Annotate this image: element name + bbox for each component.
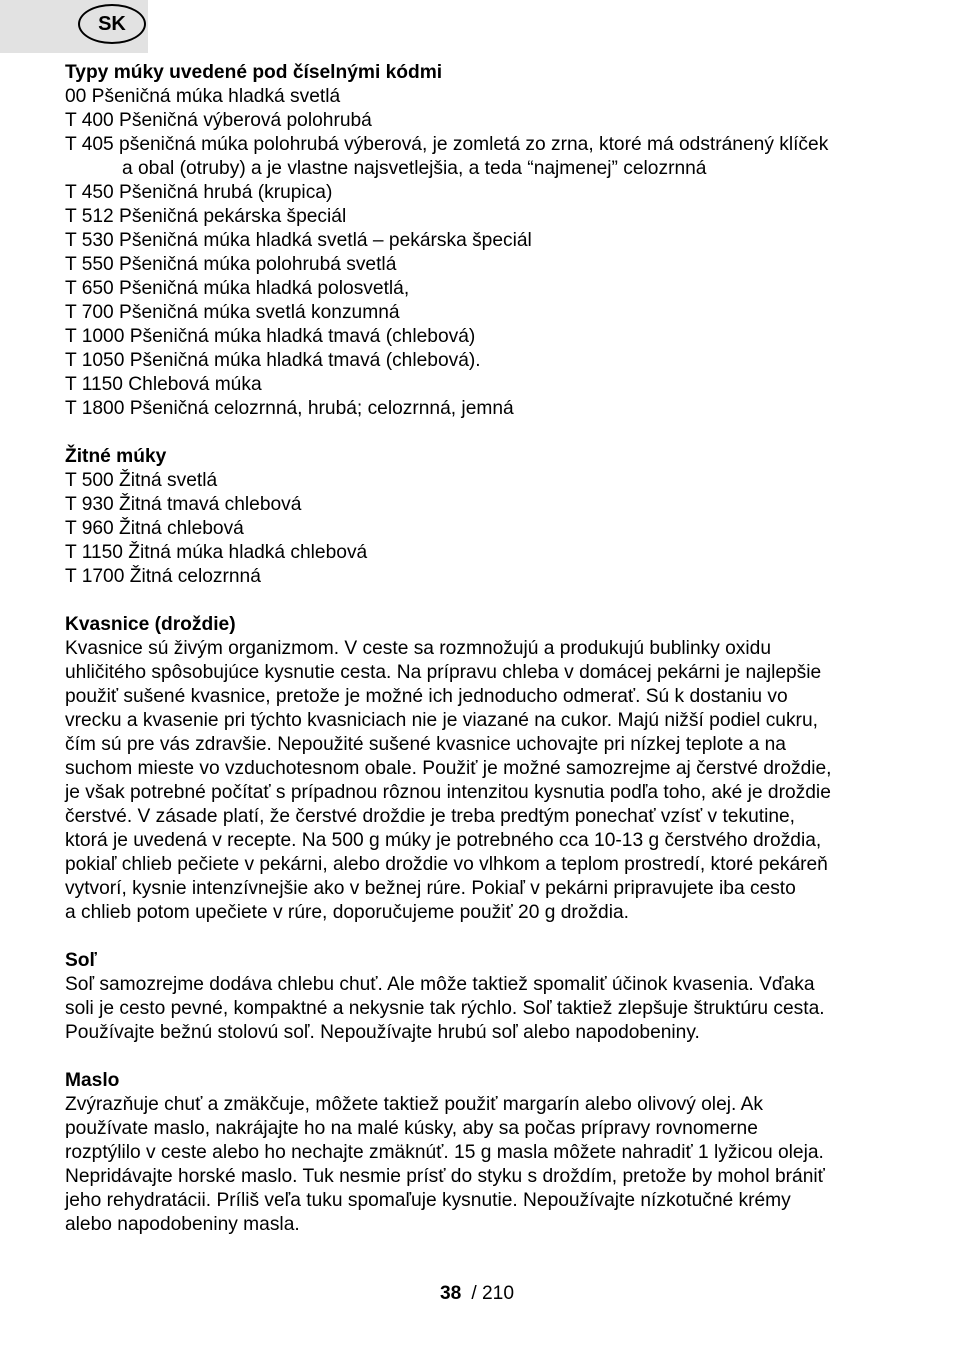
- paragraph-line: vrecku a kvasenie pri týchto kvasniciach nie je viazané na cukor. Majú nižší podiel cukru,: [65, 710, 818, 731]
- paragraph-line: Zvýrazňuje chuť a zmäkčuje, môžete taktiež použiť margarín alebo olivový olej. Ak: [65, 1094, 764, 1115]
- paragraph-line: soli je cesto pevné, kompaktné a nekysnie tak rýchlo. Soľ taktiež zlepšuje štruktúru cesta.: [65, 998, 825, 1019]
- paragraph-line: je však potrebné počítať s prípadnou rôznou intenzitou kysnutia podľa toho, aké je droždie: [65, 782, 831, 803]
- paragraph-line: čím sú pre vás zdravšie. Nepoužité sušené kvasnice uchovajte pri nízkej teplote a na: [65, 734, 786, 755]
- language-tab: [0, 0, 148, 53]
- paragraph-line: Kvasnice sú živým organizmom. V ceste sa rozmnožujú a produkujú bublinky oxidu: [65, 638, 772, 659]
- list-item: T 700 Pšeničná múka svetlá konzumná: [65, 302, 400, 323]
- paragraph-line: Soľ samozrejme dodáva chlebu chuť. Ale môže taktiež spomaliť účinok kvasenia. Vďaka: [65, 974, 815, 995]
- section-rye: [65, 445, 895, 589]
- list-item: T 500 Žitná svetlá: [65, 470, 218, 491]
- paragraph-line: suchom mieste vo vzduchotesnom obale. Použiť je možné samozrejme aj čerstvé droždie,: [65, 758, 832, 779]
- section-butter: [65, 1069, 895, 1237]
- list-item: T 930 Žitná tmavá chlebová: [65, 494, 302, 515]
- section-flour-codes: [65, 61, 895, 421]
- list-item-continuation: a obal (otruby) a je vlastne najsvetlejšia, a teda “najmenej” celozrnná: [122, 158, 707, 179]
- paragraph-line: vytvorí, kysnie intenzívnejšie ako v bežnej rúre. Pokiaľ v pekárni pripravujete iba cesto: [65, 878, 796, 899]
- list-item: T 650 Pšeničná múka hladká polosvetlá,: [65, 278, 410, 299]
- paragraph-line: použiť sušené kvasnice, pretože je možné ich jednoducho odmerať. Sú k dostaniu vo: [65, 686, 788, 707]
- paragraph-line: používate maslo, nakrájajte ho na malé kúsky, aby sa počas prípravy rovnomerne: [65, 1118, 758, 1139]
- section-heading: Soľ: [65, 950, 97, 971]
- section-heading: Žitné múky: [65, 446, 167, 467]
- paragraph-line: pokiaľ chlieb pečiete v pekárni, alebo droždie vo vlhkom a teplom prostredí, ktoré pekáreň: [65, 854, 828, 875]
- list-item: T 405 pšeničná múka polohrubá výberová, je zomletá zo zrna, ktoré má odstránený klíček: [65, 134, 829, 155]
- list-item: T 450 Pšeničná hrubá (krupica): [65, 182, 333, 203]
- list-item: T 400 Pšeničná výberová polohrubá: [65, 110, 372, 131]
- list-item: T 960 Žitná chlebová: [65, 518, 244, 539]
- list-item: T 1150 Chlebová múka: [65, 374, 262, 395]
- page-number: 38: [439, 1283, 462, 1304]
- section-salt: [65, 949, 895, 1045]
- list-item: T 1800 Pšeničná celozrnná, hrubá; celozrnná, jemná: [65, 398, 514, 419]
- section-heading: Maslo: [65, 1070, 120, 1091]
- language-badge: SK: [78, 4, 146, 44]
- list-item: 00 Pšeničná múka hladká svetlá: [65, 86, 341, 107]
- paragraph-line: čerstvé. V zásade platí, že čerstvé droždie je treba predtým ponechať vzísť v tekutine,: [65, 806, 796, 827]
- section-paragraph: [65, 1093, 895, 1237]
- list-item: T 1150 Žitná múka hladká chlebová: [65, 542, 368, 563]
- list-item: T 1700 Žitná celozrnná: [65, 566, 261, 587]
- page-content: [65, 61, 895, 1237]
- paragraph-line: Nepridávajte horské maslo. Tuk nesmie prísť do styku s droždím, pretože by mohol brániť: [65, 1166, 825, 1187]
- section-paragraph: [65, 973, 895, 1045]
- paragraph-line: ktorá je uvedená v recepte. Na 500 g múky je potrebného cca 10-13 g čerstvého droždia,: [65, 830, 822, 851]
- paragraph-line: jeho rehydratácii. Príliš veľa tuku spomaľuje kysnutie. Nepoužívajte nízkotučné krémy: [65, 1190, 791, 1211]
- list-item: T 550 Pšeničná múka polohrubá svetlá: [65, 254, 397, 275]
- section-heading: Typy múky uvedené pod číselnými kódmi: [65, 62, 443, 83]
- paragraph-line: rozptýlilo v ceste alebo ho nechajte zmäknúť. 15 g masla môžete nahradiť 1 lyžicou oleja.: [65, 1142, 824, 1163]
- paragraph-line: uhličitého spôsobujúce kysnutie cesta. Na prípravu chleba v domácej pekárni je najlepšie: [65, 662, 822, 683]
- list-item: T 1050 Pšeničná múka hladká tmavá (chlebová).: [65, 350, 481, 371]
- section-paragraph: [65, 637, 895, 925]
- paragraph-line: alebo napodobeniny masla.: [65, 1214, 300, 1235]
- list-item: T 1000 Pšeničná múka hladká tmavá (chlebová): [65, 326, 476, 347]
- page-footer: [0, 1282, 954, 1306]
- list-item: T 530 Pšeničná múka hladká svetlá – pekárska špeciál: [65, 230, 532, 251]
- page-total: / 210: [471, 1283, 515, 1304]
- paragraph-line: Používajte bežnú stolovú soľ. Nepoužívajte hrubú soľ alebo napodobeniny.: [65, 1022, 700, 1043]
- section-yeast: [65, 613, 895, 925]
- section-heading: Kvasnice (droždie): [65, 614, 236, 635]
- list-item: T 512 Pšeničná pekárska špeciál: [65, 206, 347, 227]
- paragraph-line: a chlieb potom upečiete v rúre, doporučujeme použiť 20 g droždia.: [65, 902, 629, 923]
